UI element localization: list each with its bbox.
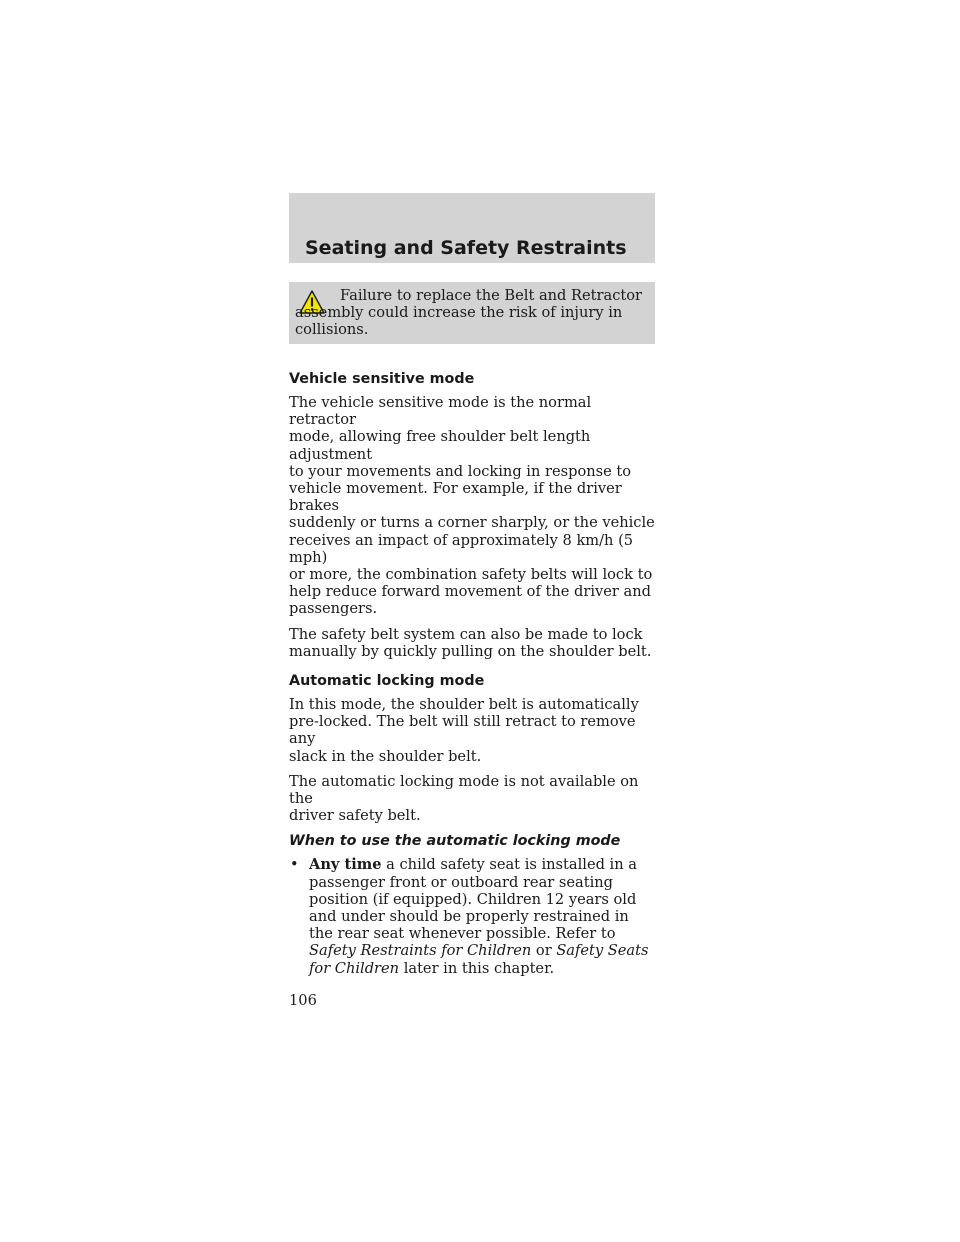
heading-when-to-use: When to use the automatic locking mode	[289, 833, 621, 850]
heading-automatic-locking-mode: Automatic locking mode	[289, 673, 485, 690]
warning-box	[289, 282, 655, 344]
paragraph-automatic-locking-1: In this mode, the shoulder belt is automatically pre-locked. The belt will still retract to remove any slack in the shoulder belt.	[289, 696, 639, 765]
bullet-mark: •	[290, 856, 299, 874]
page-number: 106	[289, 992, 317, 1009]
paragraph-vehicle-sensitive-1: The vehicle sensitive mode is the normal retractor mode, allowing free shoulder belt length adjustment to your movements and locking in response to vehicle movement. For example, if the driver brakes suddenly or turns a corner sharply, or the vehicle receives an impact of approximately 8 km/h (5 mph) or more, the combination safety belts will lock to help reduce forward movement of the driver and passengers.	[289, 394, 655, 618]
paragraph-vehicle-sensitive-2: The safety belt system can also be made to lock manually by quickly pulling on the shoulder belt.	[289, 625, 652, 660]
reference-safety-seats-for-children: Safety Seats for Children	[309, 942, 649, 977]
page-content	[289, 370, 655, 977]
bullet-lead: Any time	[309, 856, 382, 874]
section-title: Seating and Safety Restraints	[305, 237, 627, 259]
heading-vehicle-sensitive-mode: Vehicle sensitive mode	[289, 371, 475, 387]
section-header-band	[289, 193, 655, 263]
bullet-joiner: or	[531, 942, 557, 960]
warning-text: Failure to replace the Belt and Retractor assembly could increase the risk of injury in collisions.	[295, 287, 643, 338]
reference-safety-restraints-for-children: Safety Restraints for Children	[309, 942, 532, 960]
bullet-item	[289, 856, 655, 976]
bullet-text-1: a child safety seat is installed in a passenger front or outboard rear seating position (if equipped). Children 12 years old and under should be properly restrained in the rear seat whenever possible. Refer to	[309, 856, 637, 943]
paragraph-automatic-locking-2: The automatic locking mode is not available on the driver safety belt.	[289, 772, 639, 825]
bullet-text-2: later in this chapter.	[399, 959, 555, 977]
